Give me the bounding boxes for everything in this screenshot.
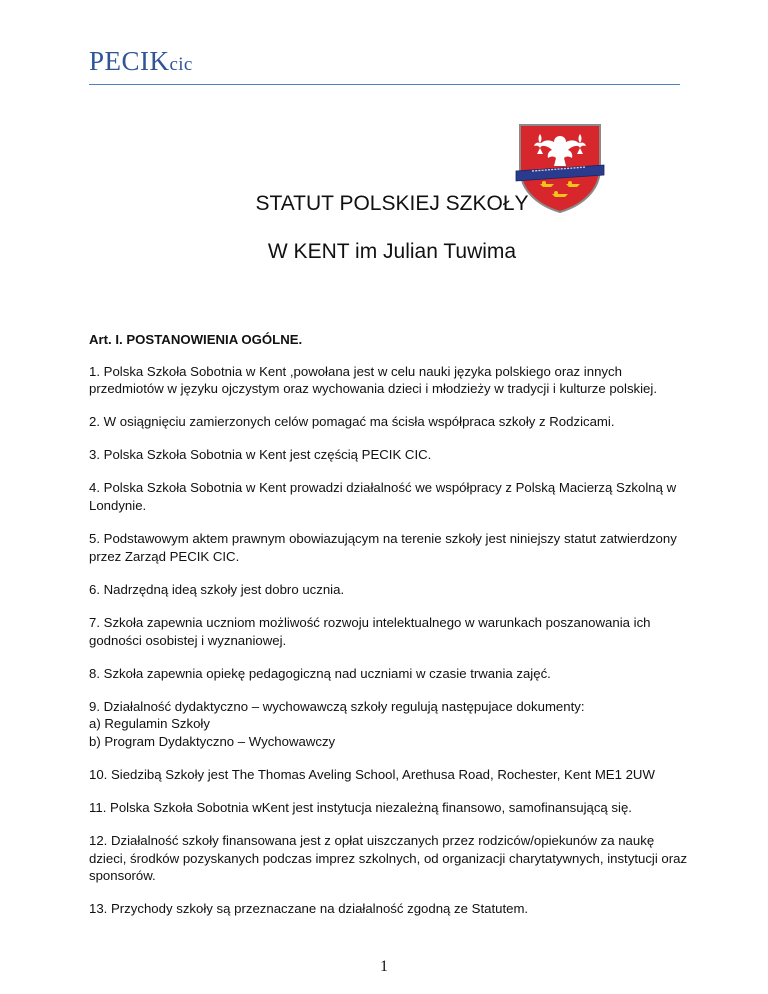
paragraph-10: 10. Siedzibą Szkoły jest The Thomas Aveling School, Arethusa Road, Rochester, Kent ME1 2UW [89, 767, 655, 782]
brand-suffix: cic [169, 54, 193, 75]
brand-name: PECIK [89, 46, 170, 76]
header-divider [89, 84, 680, 85]
paragraph-3: 3. Polska Szkoła Sobotnia w Kent jest częścią PECIK CIC. [89, 447, 432, 463]
paragraph-8: 8. Szkoła zapewnia opiekę pedagogiczną nad uczniami w czasie trwania zajęć. [89, 665, 551, 681]
paragraph-9-item-b: b) Program Dydaktyczno – Wychowawczy [89, 733, 336, 749]
brand-header [89, 46, 193, 77]
paragraph-9 [89, 698, 689, 751]
paragraph-12: 12. Działalność szkoły finansowana jest z opłat uiszczanych przez rodziców/opiekunów za naukę dzieci, środków pozyskanych podczas imprez szkolnych, od organizacji charytatywnych, instytucji oraz sponsorów. [89, 833, 688, 884]
paragraph-9-item-a: a) Regulamin Szkoły [89, 716, 210, 732]
paragraph-6: 6. Nadrzędną ideą szkoły jest dobro ucznia. [89, 581, 345, 597]
paragraph-7: 7. Szkoła zapewnia uczniom możliwość rozwoju intelektualnego w warunkach poszanowania ich godności osobistej i wyznaniowej. [89, 614, 651, 648]
paragraph-13: 13. Przychody szkoły są przeznaczane na działalność zgodną ze Statutem. [89, 901, 529, 917]
paragraph-9-intro: 9. Działalność dydaktyczno – wychowawczą szkoły regulują następujace dokumenty: [89, 698, 585, 714]
document-subtitle: W KENT im Julian Tuwima [267, 240, 517, 263]
page-number: 1 [380, 958, 388, 975]
paragraph-2: 2. W osiągnięciu zamierzonych celów pomagać ma ścisła współpraca szkoły z Rodzicami. [89, 414, 615, 430]
paragraph-4: 4. Polska Szkoła Sobotnia w Kent prowadzi działalność we współpracy z Polską Macierzą Szkolną w Londynie. [89, 480, 677, 514]
statute-body [89, 331, 689, 934]
section-heading: Art. I. POSTANOWIENIA OGÓLNE. [89, 332, 303, 347]
paragraph-11: 11. Polska Szkoła Sobotnia wKent jest instytucja niezależną finansowo, samofinansującą się. [89, 800, 632, 816]
paragraph-1: 1. Polska Szkoła Sobotnia w Kent ,powołana jest w celu nauki języka polskiego oraz innych przedmiotów w języku ojczystym oraz wychowania dzieci i młodzieży w tradycji i kulturze polskiej. [89, 363, 657, 397]
paragraph-5: 5. Podstawowym aktem prawnym obowiazującym na terenie szkoły jest niniejszy statut zatwierdzony przez Zarząd PECIK CIC. [89, 531, 677, 564]
document-title: STATUT POLSKIEJ SZKOŁY [255, 192, 529, 215]
